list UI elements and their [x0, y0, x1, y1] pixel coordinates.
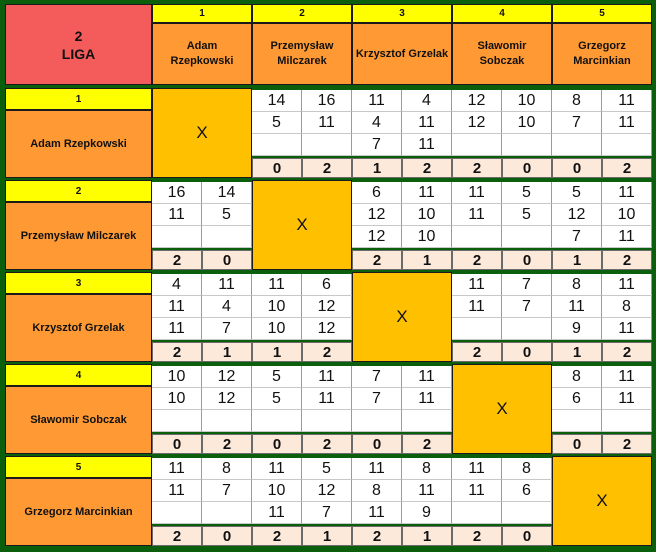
set-score — [502, 318, 552, 340]
set-score — [452, 318, 502, 340]
match-result: 0 — [202, 250, 252, 270]
set-score: 4 — [402, 90, 452, 112]
set-score: 11 — [402, 182, 452, 204]
match-result: 2 — [152, 342, 202, 362]
match-result: 2 — [152, 250, 202, 270]
set-score: 4 — [152, 274, 202, 296]
match-result: 2 — [352, 250, 402, 270]
column-player-name: Sławomir Sobczak — [452, 23, 552, 85]
match-result: 0 — [152, 434, 202, 454]
set-score: 11 — [302, 366, 352, 388]
set-score: 11 — [602, 388, 652, 410]
set-score: 7 — [202, 318, 252, 340]
match-result: 2 — [602, 250, 652, 270]
set-score: 10 — [252, 480, 302, 502]
row-number: 5 — [5, 456, 152, 478]
match-result: 2 — [602, 342, 652, 362]
match-result: 2 — [402, 434, 452, 454]
set-score: 7 — [552, 226, 602, 248]
match-result: 2 — [302, 434, 352, 454]
column-number: 1 — [152, 4, 252, 23]
set-score: 11 — [302, 388, 352, 410]
row-number: 4 — [5, 364, 152, 386]
set-score: 11 — [352, 90, 402, 112]
match-result: 2 — [152, 526, 202, 546]
set-score — [552, 134, 602, 156]
set-score: 8 — [602, 296, 652, 318]
match-result: 0 — [502, 342, 552, 362]
set-score: 8 — [552, 366, 602, 388]
match-result: 0 — [552, 434, 602, 454]
row-player-name: Adam Rzepkowski — [5, 110, 152, 178]
set-score: 5 — [552, 182, 602, 204]
set-score: 11 — [252, 458, 302, 480]
match-result: 1 — [302, 526, 352, 546]
set-score — [452, 502, 502, 524]
set-score: 11 — [152, 204, 202, 226]
set-score — [502, 134, 552, 156]
set-score: 11 — [452, 458, 502, 480]
self-match-cell: X — [352, 272, 452, 362]
set-score: 11 — [452, 182, 502, 204]
row-player-name: Krzysztof Grzelak — [5, 294, 152, 362]
match-result: 2 — [352, 526, 402, 546]
set-score: 11 — [152, 458, 202, 480]
set-score: 11 — [452, 480, 502, 502]
set-score: 5 — [202, 204, 252, 226]
set-score: 12 — [452, 90, 502, 112]
set-score: 12 — [202, 366, 252, 388]
set-score — [602, 410, 652, 432]
column-number: 2 — [252, 4, 352, 23]
match-result: 2 — [452, 250, 502, 270]
set-score: 10 — [252, 296, 302, 318]
set-score — [352, 410, 402, 432]
set-score: 11 — [452, 204, 502, 226]
row-number: 2 — [5, 180, 152, 202]
set-score: 8 — [552, 274, 602, 296]
set-score: 8 — [402, 458, 452, 480]
column-number: 3 — [352, 4, 452, 23]
row-number: 3 — [5, 272, 152, 294]
set-score: 11 — [202, 274, 252, 296]
column-number: 4 — [452, 4, 552, 23]
set-score: 7 — [552, 112, 602, 134]
set-score: 9 — [402, 502, 452, 524]
row-number: 1 — [5, 88, 152, 110]
match-result: 0 — [502, 526, 552, 546]
set-score: 16 — [152, 182, 202, 204]
match-result: 0 — [352, 434, 402, 454]
set-score: 11 — [402, 134, 452, 156]
match-result: 0 — [202, 526, 252, 546]
set-score: 12 — [302, 296, 352, 318]
set-score: 7 — [502, 274, 552, 296]
set-score: 10 — [252, 318, 302, 340]
match-result: 2 — [302, 342, 352, 362]
set-score: 11 — [452, 296, 502, 318]
match-result: 2 — [402, 158, 452, 178]
set-score: 11 — [152, 296, 202, 318]
set-score: 5 — [302, 458, 352, 480]
league-label: LIGA — [61, 45, 96, 62]
set-score — [202, 502, 252, 524]
match-result: 2 — [302, 158, 352, 178]
set-score: 12 — [552, 204, 602, 226]
set-score: 8 — [502, 458, 552, 480]
column-number: 5 — [552, 4, 652, 23]
set-score: 11 — [602, 318, 652, 340]
set-score — [152, 226, 202, 248]
set-score — [402, 410, 452, 432]
set-score: 11 — [602, 274, 652, 296]
set-score: 9 — [552, 318, 602, 340]
set-score: 7 — [352, 366, 402, 388]
set-score: 4 — [202, 296, 252, 318]
set-score: 11 — [602, 366, 652, 388]
set-score — [252, 410, 302, 432]
set-score: 11 — [452, 274, 502, 296]
set-score: 7 — [302, 502, 352, 524]
set-score: 8 — [352, 480, 402, 502]
set-score: 11 — [352, 502, 402, 524]
set-score: 10 — [502, 112, 552, 134]
set-score: 7 — [352, 388, 402, 410]
set-score: 12 — [352, 226, 402, 248]
set-score: 10 — [602, 204, 652, 226]
set-score: 8 — [202, 458, 252, 480]
match-result: 2 — [602, 158, 652, 178]
match-result: 2 — [252, 526, 302, 546]
match-result: 1 — [202, 342, 252, 362]
set-score — [152, 502, 202, 524]
match-result: 1 — [552, 342, 602, 362]
set-score — [452, 226, 502, 248]
set-score: 5 — [252, 112, 302, 134]
league-number: 2 — [74, 27, 83, 44]
set-score — [602, 134, 652, 156]
set-score — [202, 410, 252, 432]
set-score: 7 — [352, 134, 402, 156]
match-result: 0 — [552, 158, 602, 178]
set-score: 11 — [152, 480, 202, 502]
set-score: 12 — [302, 480, 352, 502]
set-score: 12 — [302, 318, 352, 340]
set-score: 10 — [152, 366, 202, 388]
set-score: 11 — [402, 112, 452, 134]
set-score — [252, 134, 302, 156]
set-score — [552, 410, 602, 432]
match-result: 2 — [452, 526, 502, 546]
match-result: 1 — [552, 250, 602, 270]
set-score: 5 — [502, 182, 552, 204]
set-score: 14 — [252, 90, 302, 112]
match-result: 1 — [402, 526, 452, 546]
match-result: 1 — [352, 158, 402, 178]
set-score: 5 — [252, 366, 302, 388]
set-score: 10 — [402, 204, 452, 226]
set-score: 4 — [352, 112, 402, 134]
row-player-name: Grzegorz Marcinkian — [5, 478, 152, 546]
set-score: 14 — [202, 182, 252, 204]
self-match-cell: X — [152, 88, 252, 178]
set-score: 11 — [602, 90, 652, 112]
match-result: 0 — [252, 434, 302, 454]
match-result: 2 — [452, 158, 502, 178]
column-player-name: Grzegorz Marcinkian — [552, 23, 652, 85]
match-result: 2 — [452, 342, 502, 362]
self-match-cell: X — [452, 364, 552, 454]
set-score: 6 — [502, 480, 552, 502]
set-score: 5 — [252, 388, 302, 410]
set-score: 6 — [352, 182, 402, 204]
set-score — [502, 502, 552, 524]
set-score: 6 — [552, 388, 602, 410]
column-player-name: Adam Rzepkowski — [152, 23, 252, 85]
self-match-cell: X — [252, 180, 352, 270]
set-score: 8 — [552, 90, 602, 112]
row-player-name: Przemysław Milczarek — [5, 202, 152, 270]
set-score: 11 — [602, 226, 652, 248]
row-player-name: Sławomir Sobczak — [5, 386, 152, 454]
set-score: 7 — [502, 296, 552, 318]
set-score: 12 — [352, 204, 402, 226]
set-score: 11 — [302, 112, 352, 134]
set-score: 11 — [402, 480, 452, 502]
set-score — [452, 134, 502, 156]
match-result: 1 — [252, 342, 302, 362]
league-title — [5, 4, 152, 85]
set-score: 10 — [502, 90, 552, 112]
column-player-name: Przemysław Milczarek — [252, 23, 352, 85]
self-match-cell: X — [552, 456, 652, 546]
set-score: 12 — [452, 112, 502, 134]
match-result: 2 — [602, 434, 652, 454]
set-score: 11 — [252, 274, 302, 296]
set-score: 11 — [602, 112, 652, 134]
match-result: 1 — [402, 250, 452, 270]
set-score: 11 — [252, 502, 302, 524]
set-score: 10 — [152, 388, 202, 410]
match-result: 0 — [502, 158, 552, 178]
set-score: 11 — [602, 182, 652, 204]
set-score: 10 — [402, 226, 452, 248]
set-score: 11 — [552, 296, 602, 318]
match-result: 2 — [202, 434, 252, 454]
set-score: 11 — [152, 318, 202, 340]
set-score: 7 — [202, 480, 252, 502]
set-score: 11 — [402, 388, 452, 410]
set-score — [502, 226, 552, 248]
set-score — [202, 226, 252, 248]
set-score — [302, 134, 352, 156]
match-result: 0 — [502, 250, 552, 270]
set-score: 16 — [302, 90, 352, 112]
column-player-name: Krzysztof Grzelak — [352, 23, 452, 85]
set-score: 11 — [352, 458, 402, 480]
set-score — [152, 410, 202, 432]
set-score: 11 — [402, 366, 452, 388]
set-score — [302, 410, 352, 432]
set-score: 5 — [502, 204, 552, 226]
set-score: 12 — [202, 388, 252, 410]
set-score: 6 — [302, 274, 352, 296]
match-result: 0 — [252, 158, 302, 178]
